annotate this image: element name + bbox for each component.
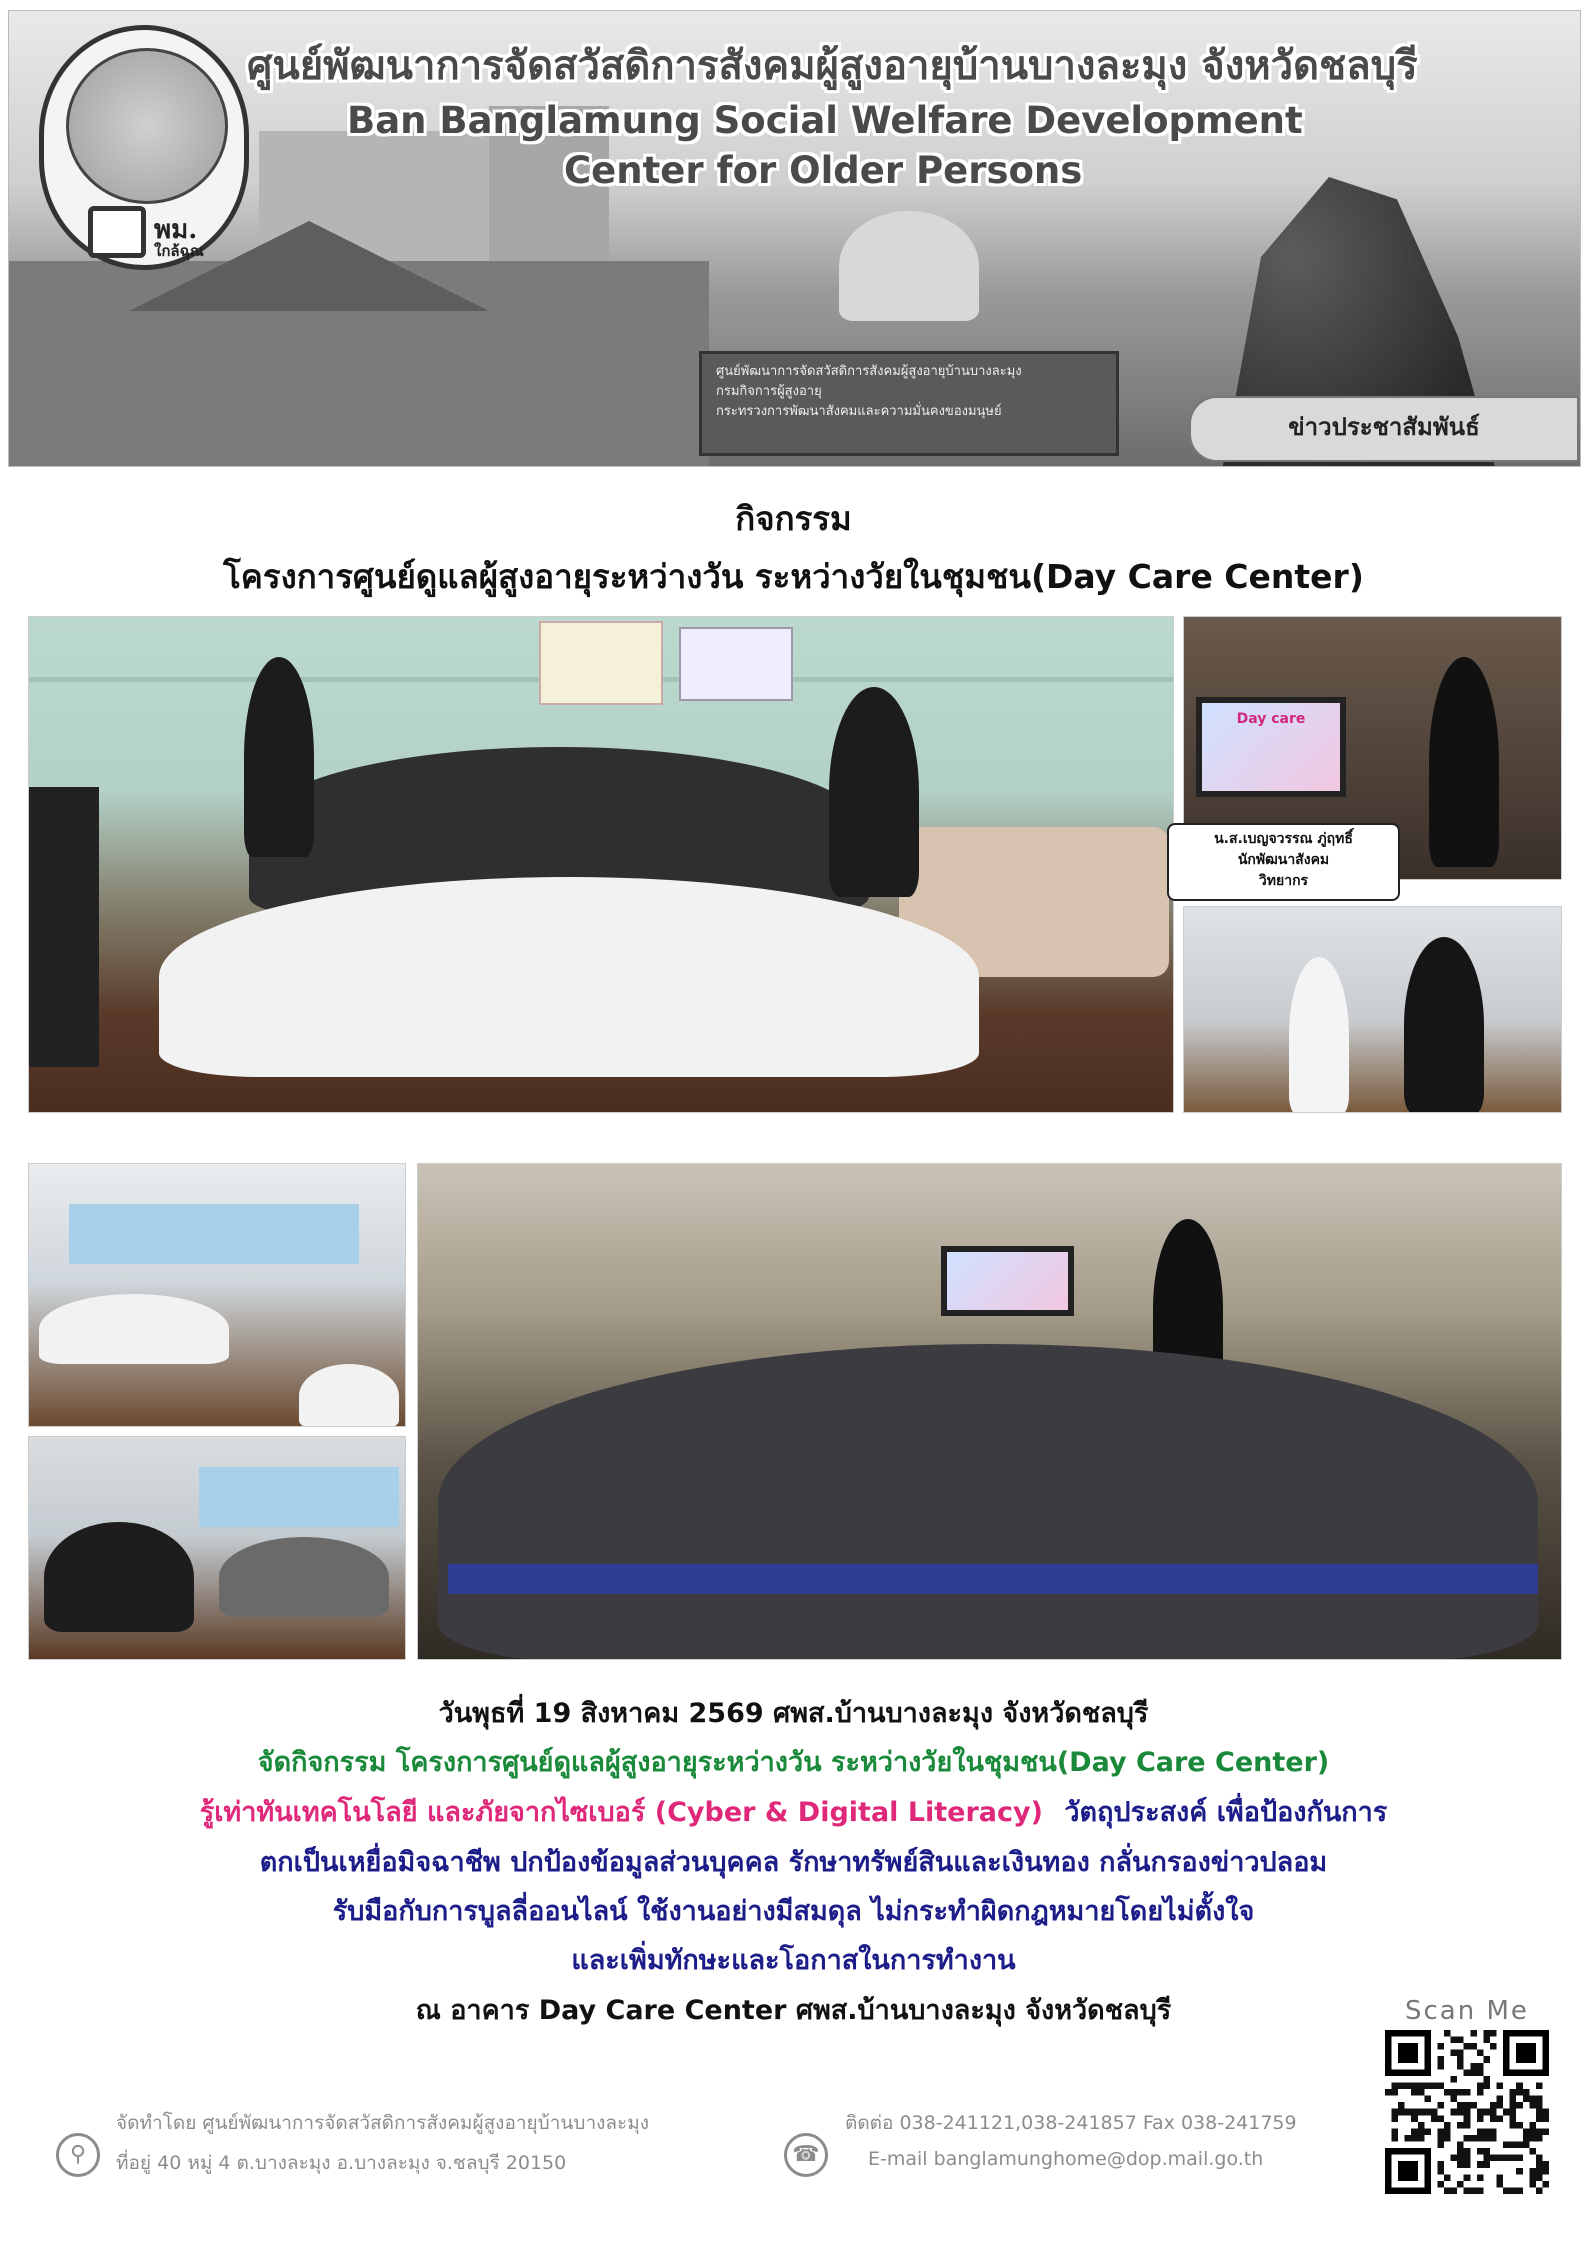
- seated-audience: [438, 1344, 1538, 1660]
- scan-me-label: Scan Me: [1405, 1996, 1529, 2026]
- banner-title-english-2: Center for Older Persons: [564, 149, 1083, 192]
- seated-students: [159, 877, 979, 1077]
- standing-woman-right: [829, 687, 919, 897]
- footer-email[interactable]: E-mail banglamunghome@dop.mail.go.th: [868, 2148, 1264, 2170]
- speaker-figure: [1404, 937, 1484, 1113]
- logo-badge: [54, 205, 234, 265]
- banner-title-english-1: Ban Banglamung Social Welfare Development: [347, 99, 1303, 142]
- standing-woman-left: [244, 657, 314, 857]
- speaker-caption: [1167, 823, 1400, 901]
- activity-heading: กิจกรรม: [735, 499, 852, 538]
- activity-line: จัดกิจกรรม โครงการศูนย์ดูแลผู้สูงอายุระหว่างวัน ระหว่างวัยในชุมชน(Day Care Center): [257, 1747, 1330, 1778]
- center-logo-seal: [39, 25, 249, 270]
- footer-address: ที่อยู่ 40 หมู่ 4 ต.บางละมุง อ.บางละมุง จ.ชลบุรี 20150: [116, 2152, 567, 2174]
- speaker-role: วิทยากร: [1258, 873, 1309, 889]
- sign-line: ศูนย์พัฒนาการจัดสวัสดิการสังคมผู้สูงอายุบ้านบางละมุง: [716, 364, 1022, 379]
- objective-line: รับมือกับการบูลลี่ออนไลน์ ใช้งานอย่างมีสมดุล ไม่กระทำผิดกฎหมายโดยไม่ตั้งใจ: [332, 1896, 1255, 1927]
- location-pin-icon: ⚲: [56, 2133, 100, 2177]
- speaker-name: น.ส.เบญจวรรณ ภู่ฤทธิ์: [1214, 831, 1353, 847]
- speaker-figure: [1429, 657, 1499, 867]
- seated-elders: [44, 1522, 194, 1632]
- seated-students: [299, 1364, 399, 1427]
- project-heading: โครงการศูนย์ดูแลผู้สูงอายุระหว่างวัน ระหว่างวัยในชุมชน(Day Care Center): [223, 557, 1364, 596]
- sign-line: กระทรวงการพัฒนาสังคมและความมั่นคงของมนุษย์: [716, 404, 1002, 419]
- phone-icon: ☎: [784, 2133, 828, 2177]
- event-date-line: วันพุธที่ 19 สิงหาคม 2569 ศพส.บ้านบางละมุง จังหวัดชลบุรี: [438, 1698, 1149, 1729]
- logo-badge-sub: ใกล้ฉุณ: [154, 242, 204, 260]
- footer-phone: ติดต่อ 038-241121,038-241857 Fax 038-241759: [845, 2112, 1297, 2134]
- logo-badge-text: พม.: [154, 215, 198, 245]
- wall-poster: [679, 627, 793, 701]
- window-row: [69, 1204, 359, 1264]
- students-room-photo: [28, 1163, 406, 1427]
- objective-line: และเพิ่มทักษะและโอกาสในการทำงาน: [571, 1945, 1016, 1976]
- qr-code[interactable]: [1385, 2030, 1549, 2194]
- topic-title: รู้เท่าทันเทคโนโลยี และภัยจากไซเบอร์ (Cyber & Digital Literacy): [199, 1797, 1043, 1828]
- objective-intro: วัตถุประสงค์ เพื่อป้องกันการ: [1064, 1797, 1388, 1828]
- topic-line: [0, 1790, 1587, 1833]
- student-interview-photo: [1183, 906, 1562, 1113]
- audience-photo: [417, 1163, 1562, 1660]
- press-release-label: ข่าวประชาสัมพันธ์: [1189, 396, 1579, 462]
- presentation-screen: [1196, 697, 1346, 797]
- sign-line: กรมกิจการผู้สูงอายุ: [716, 384, 822, 399]
- deity-emblem: [66, 48, 228, 204]
- wall-chart: [539, 621, 663, 705]
- banner-title-thai: ศูนย์พัฒนาการจัดสวัสดิการสังคมผู้สูงอายุบ้านบางละมุง จังหวัดชลบุรี: [247, 43, 1418, 89]
- footer-organizer: จัดทำโดย ศูนย์พัฒนาการจัดสวัสดิการสังคมผู้สูงอายุบ้านบางละมุง: [116, 2112, 650, 2134]
- elders-room-photo: [28, 1436, 406, 1660]
- blue-chairs: [448, 1564, 1538, 1594]
- speaker-cabinet: [29, 787, 99, 1067]
- center-sign-board: [699, 351, 1119, 456]
- window-row: [199, 1467, 399, 1527]
- screen-title: Day care: [1236, 711, 1306, 727]
- objective-line: ตกเป็นเหยื่อมิจฉาชีพ ปกป้องข้อมูลส่วนบุคคล รักษาทรัพย์สินและเงินทอง กลั่นกรองข่าวปลอม: [259, 1847, 1328, 1878]
- header-banner: [8, 10, 1581, 467]
- seated-students: [39, 1294, 229, 1364]
- speaker-position: นักพัฒนาสังคม: [1237, 852, 1330, 868]
- student-figure: [1289, 957, 1349, 1113]
- seated-elders: [219, 1537, 389, 1617]
- group-photo-illustration: [28, 616, 1174, 1113]
- buddha-statue: [839, 211, 979, 321]
- presentation-screen: [941, 1246, 1074, 1316]
- venue-line: ณ อาคาร Day Care Center ศพส.บ้านบางละมุง จังหวัดชลบุรี: [415, 1995, 1172, 2026]
